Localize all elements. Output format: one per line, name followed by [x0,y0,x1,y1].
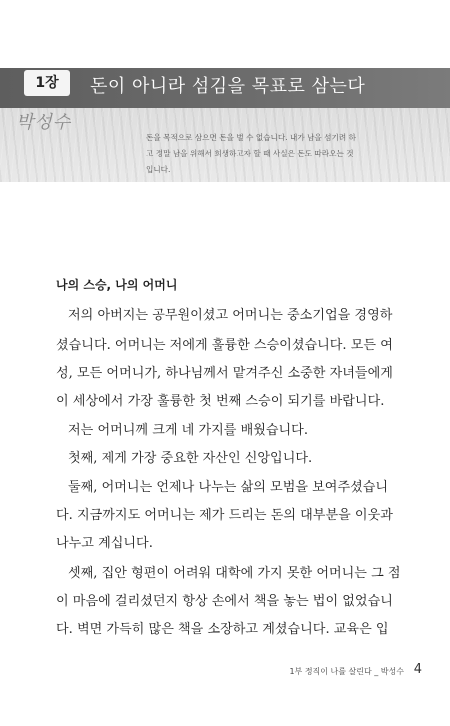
section-heading: 나의 스승, 나의 어머니 [56,278,178,292]
body-text-line: 셋째, 집안 형편이 어려워 대학에 가지 못한 어머니는 그 점 [68,566,401,581]
body-text-line: 성, 모든 어머니가, 하나님께서 맡겨주신 소중한 자녀들에게 [56,366,393,381]
chapter-epigraph [146,130,436,178]
chapter-title: 돈이 아니라 섬김을 목표로 삼는다 [90,76,366,97]
body-text-line: 저의 아버지는 공무원이셨고 어머니는 중소기업을 경영하 [68,308,393,323]
body-text-line: 이 세상에서 가장 훌륭한 첫 번째 스승이 되기를 바랍니다. [56,394,385,409]
author-signature: 박성수 [16,112,72,133]
body-text-line: 셨습니다. 어머니는 저에게 훌륭한 스승이셨습니다. 모든 여 [56,338,393,353]
body-text-line: 저는 어머니께 크게 네 가지를 배웠습니다. [68,423,308,438]
body-text-line: 다. 벽면 가득히 많은 책을 소장하고 계셨습니다. 교육은 입 [56,622,389,637]
chapter-header-band [0,68,450,108]
body-text-line: 둘째, 어머니는 언제나 나누는 삶의 모범을 보여주셨습니 [68,480,389,495]
body-text-line: 나누고 계십니다. [56,536,153,551]
epigraph-line: 고 정말 남을 위해서 희생하고자 할 때 사실은 돈도 따라오는 것 [146,149,354,158]
body-text-line: 이 마음에 걸리셨던지 항상 손에서 책을 놓는 법이 없었습니 [56,594,393,609]
page-number: 4 [413,662,422,677]
epigraph-line: 입니다. [146,165,171,174]
body-text-line: 다. 지금까지도 어머니는 제가 드리는 돈의 대부분을 이웃과 [56,508,393,523]
chapter-intro-block [0,108,450,182]
chapter-number-badge: 1장 [24,70,70,96]
running-footer: 1부 정직이 나를 살린다 _ 박성수 [289,667,404,676]
epigraph-line: 돈을 목적으로 삼으면 돈을 벌 수 없습니다. 내가 남을 섬기려 하 [146,133,356,142]
body-text-line: 첫째, 제게 가장 중요한 자산인 신앙입니다. [68,451,313,466]
